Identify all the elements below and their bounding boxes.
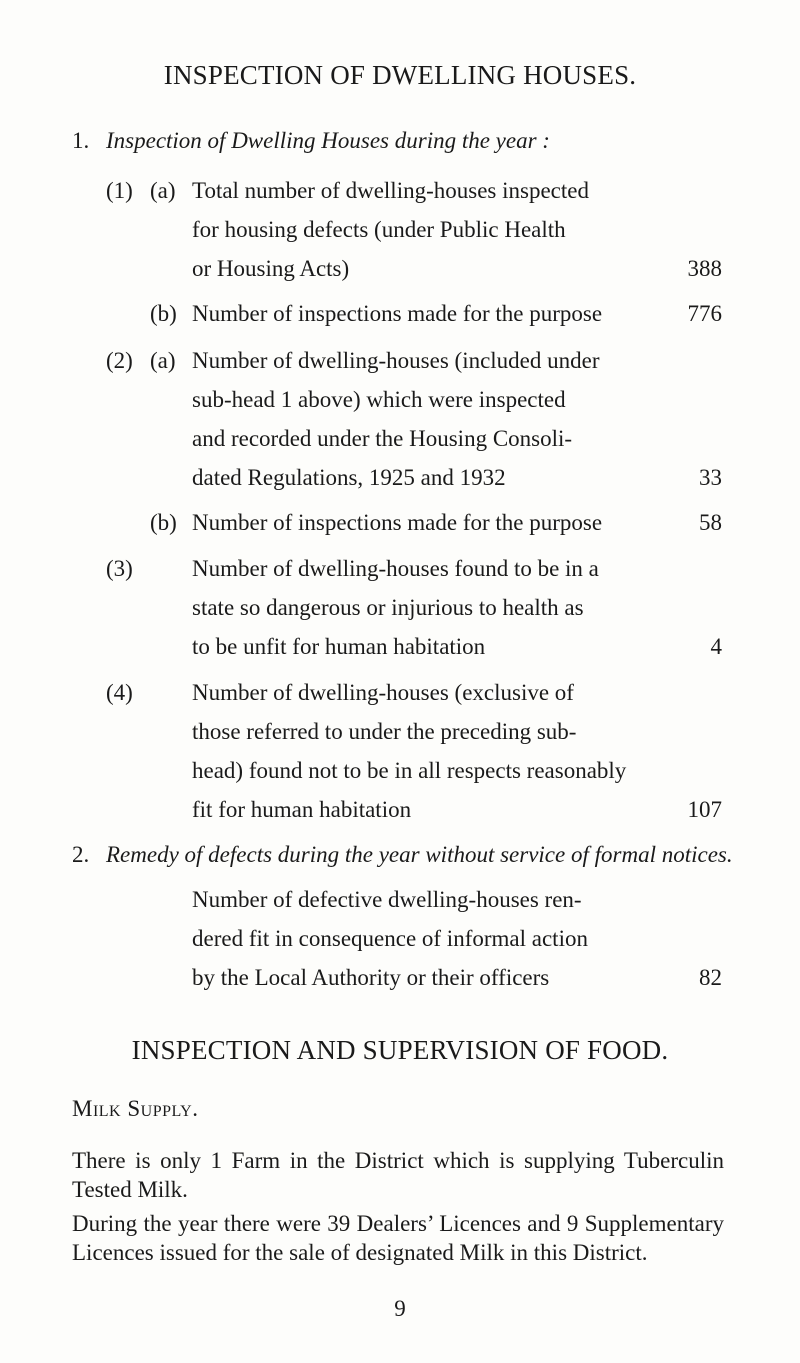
item-line: fit for human habitation (192, 797, 412, 822)
item-sub-label: (b) (150, 301, 177, 326)
food-section-title: INSPECTION AND SUPERVISION OF FOOD. (131, 1035, 669, 1065)
item-line: Number of dwelling-houses (included under (192, 348, 600, 373)
item-value: 4 (710, 634, 722, 659)
item-label: (1) (106, 178, 133, 203)
section-1-heading: Inspection of Dwelling Houses during the year : (106, 128, 550, 153)
paragraph: During the year there were 39 Dealers’ Licences and 9 Supplementary Licences issued for the sale of designated Milk in this District. (72, 1211, 724, 1265)
section-2-number: 2. (72, 842, 90, 867)
item-line: Number of dwelling-houses found to be in a (192, 556, 599, 581)
item-line: Number of dwelling-houses (exclusive of (192, 680, 574, 705)
item-line: head) found not to be in all respects reasonably (192, 758, 627, 783)
section-2-heading: Remedy of defects during the year without service of formal notices. (106, 842, 733, 867)
item-line: for housing defects (under Public Health (192, 217, 566, 242)
section-2-line: by the Local Authority or their officers (192, 965, 550, 990)
item-label: (4) (106, 680, 133, 705)
page-number: 9 (394, 1296, 406, 1321)
item-label: (2) (106, 348, 133, 373)
item-line: to be unfit for human habitation (192, 634, 486, 659)
item-value: 388 (687, 256, 722, 281)
item-value: 58 (699, 510, 722, 535)
section-2-line: Number of defective dwelling-houses ren- (192, 887, 582, 912)
item-line: state so dangerous or injurious to health as (192, 595, 584, 620)
item-line: Total number of dwelling-houses inspected (192, 178, 589, 203)
item-value: 33 (699, 465, 722, 490)
item-line: those referred to under the preceding sub- (192, 719, 577, 744)
item-value: 776 (687, 301, 722, 326)
section-2-value: 82 (699, 965, 722, 990)
section-1-number: 1. (72, 128, 90, 153)
item-sub-label: (a) (150, 348, 176, 373)
item-label: (3) (106, 556, 133, 581)
item-sub-label: (b) (150, 510, 177, 535)
item-line: sub-head 1 above) which were inspected (192, 387, 566, 412)
page-title: INSPECTION OF DWELLING HOUSES. (163, 60, 637, 90)
item-line: dated Regulations, 1925 and 1932 (192, 465, 506, 490)
item-value: 107 (687, 797, 722, 822)
section-2-line: dered fit in consequence of informal action (192, 926, 588, 951)
item-line: Number of inspections made for the purpose (192, 510, 603, 535)
item-line: or Housing Acts) (192, 256, 350, 281)
milk-supply-heading: Milk Supply. (72, 1096, 199, 1121)
item-line: Number of inspections made for the purpose (192, 301, 603, 326)
item-line: and recorded under the Housing Consoli- (192, 426, 573, 451)
item-sub-label: (a) (150, 178, 176, 203)
paragraph: There is only 1 Farm in the District which is supplying Tuberculin Tested Milk. (72, 1148, 724, 1202)
